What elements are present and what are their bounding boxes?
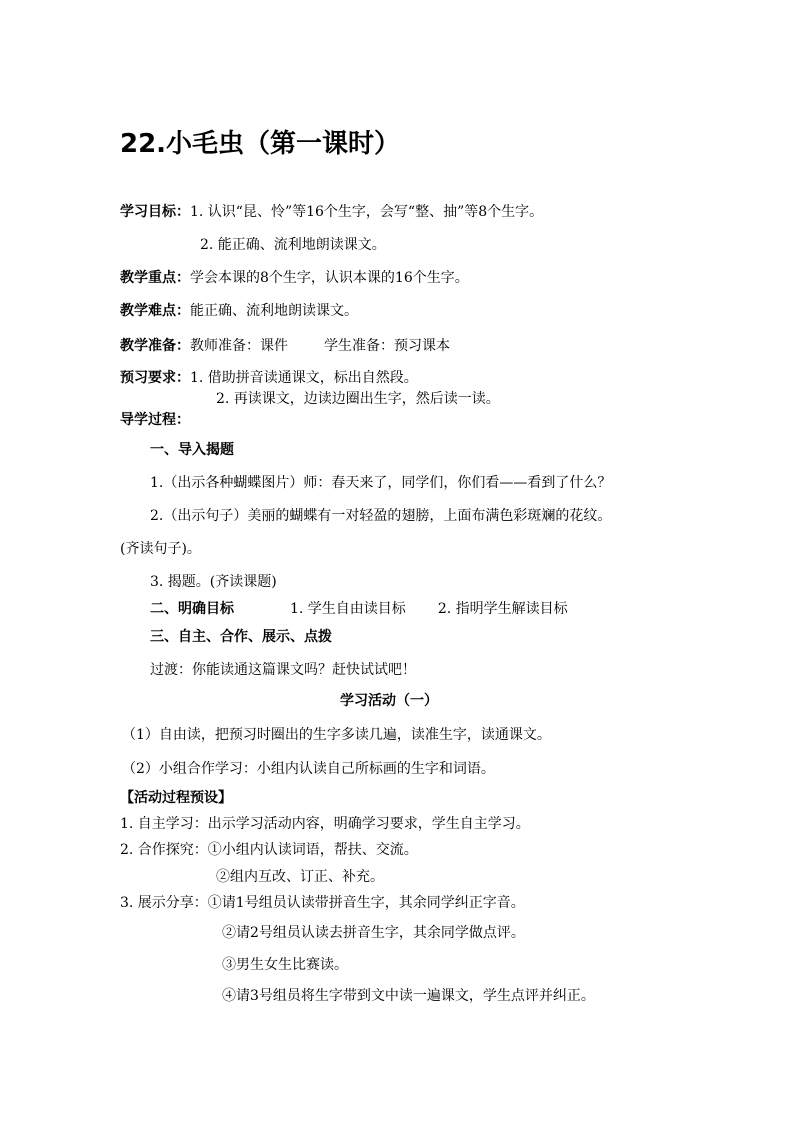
key-points-text: 学会本课的8个生字，认识本课的16个生字。 (190, 270, 469, 286)
section1-paragraph-2-continued: (齐读句子)。 (120, 541, 201, 557)
preview-item-2: 2. 再读课文，边读边圈出生字，然后读一读。 (216, 391, 500, 407)
activity-step-2b: ②组内互改、订正、补充。 (216, 869, 384, 885)
section2-item-1: 1. 学生自由读目标 (290, 601, 406, 617)
activity-step-3c: ③男生女生比赛读。 (222, 957, 348, 973)
activity-process-heading: 【活动过程预设】 (120, 790, 232, 806)
section3-transition: 过渡：你能读通这篇课文吗？赶快试试吧！ (150, 662, 416, 678)
goals-item-1: 1. 认识“昆、怜”等16个生字，会写“整、抽”等8个生字。 (190, 204, 544, 220)
section1-paragraph-1: 1.（出示各种蝴蝶图片）师：春天来了，同学们，你们看——看到了什么？ (150, 475, 612, 491)
activity-title: 学习活动（一） (340, 693, 438, 709)
activity-step-2: 2. 合作探究：①小组内认读词语，帮扶、交流。 (120, 842, 418, 858)
preview-label: 预习要求： (120, 370, 190, 386)
section1-heading: 一、导入揭题 (150, 442, 234, 458)
teacher-preparation: 教师准备：课件 (190, 338, 288, 354)
activity-step-3b: ②请2号组员认读去拼音生字，其余同学做点评。 (222, 925, 525, 941)
goals-item-2: 2. 能正确、流利地朗读课文。 (200, 237, 386, 253)
difficulties-label: 教学难点： (120, 303, 190, 319)
goals-label: 学习目标： (120, 204, 190, 220)
preview-item-1: 1. 借助拼音读通课文，标出自然段。 (190, 370, 418, 386)
preparation-line (120, 337, 450, 355)
goals-line-1 (120, 203, 543, 221)
process-label: 导学过程： (120, 412, 190, 428)
activity-step-3d: ④请3号组员将生字带到文中读一遍课文，学生点评并纠正。 (222, 988, 595, 1004)
section1-paragraph-2: 2.（出示句子）美丽的蝴蝶有一对轻盈的翅膀，上面布满色彩斑斓的花纹。 (150, 508, 612, 524)
section2-item-2: 2. 指明学生解读目标 (437, 601, 568, 617)
section2-heading: 二、明确目标 (150, 601, 234, 617)
preview-line-1 (120, 369, 418, 387)
section2-line (150, 600, 568, 618)
difficulties-text: 能正确、流利地朗读课文。 (190, 303, 358, 319)
key-points-label: 教学重点： (120, 270, 190, 286)
section3-heading: 三、自主、合作、展示、点拨 (150, 629, 332, 645)
preparation-label: 教学准备： (120, 338, 190, 354)
student-preparation: 学生准备：预习课本 (324, 338, 450, 354)
section1-paragraph-3: 3. 揭题。(齐读课题) (150, 574, 277, 590)
activity-step-3: 3. 展示分享：①请1号组员认读带拼音生字，其余同学纠正字音。 (120, 895, 525, 911)
key-points-line (120, 269, 469, 287)
difficulties-line (120, 302, 358, 320)
activity-paragraph-1: （1）自由读，把预习时圈出的生字多读几遍，读准生字，读通课文。 (122, 727, 551, 743)
lesson-title: 22.小毛虫（第一课时） (120, 129, 401, 159)
activity-paragraph-2: （2）小组合作学习：小组内认读自己所标画的生字和词语。 (122, 761, 495, 777)
activity-step-1: 1. 自主学习：出示学习活动内容，明确学习要求，学生自主学习。 (120, 816, 530, 832)
